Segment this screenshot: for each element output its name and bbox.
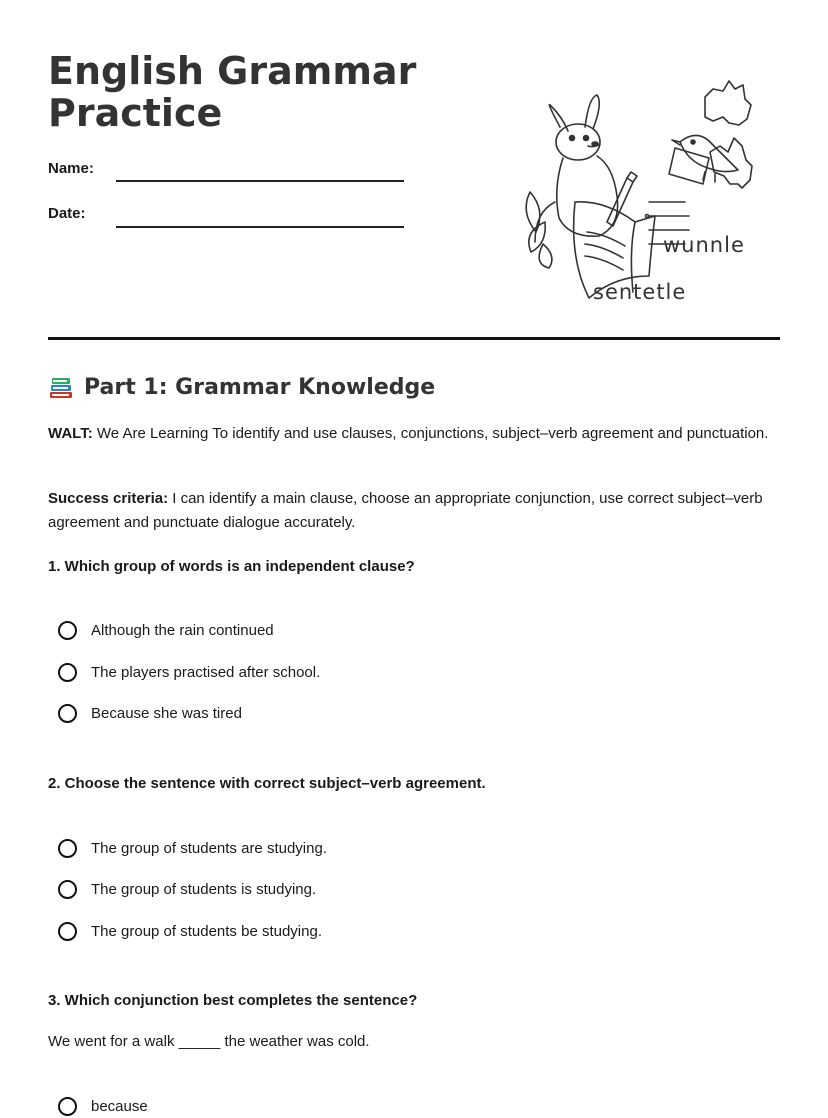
kangaroo-bird-illustration xyxy=(515,72,780,312)
q1-option-3[interactable]: Because she was tired xyxy=(58,704,242,723)
success-label: Success criteria: xyxy=(48,490,169,507)
books-icon xyxy=(48,374,74,400)
q1-option-1[interactable]: Although the rain continued xyxy=(58,621,274,640)
kangaroo-icon xyxy=(549,95,599,131)
date-label: Date: xyxy=(48,205,86,222)
part1-heading xyxy=(48,374,435,400)
illustration-word-2: sentetle xyxy=(593,280,687,304)
q3-option-1[interactable]: because xyxy=(58,1097,148,1116)
radio-button[interactable] xyxy=(58,663,77,682)
q2-option-1[interactable]: The group of students are studying. xyxy=(58,839,327,858)
radio-button[interactable] xyxy=(58,704,77,723)
radio-button[interactable] xyxy=(58,922,77,941)
radio-button[interactable] xyxy=(58,1097,77,1116)
australia-map-icon xyxy=(705,81,751,125)
question-1: 1. Which group of words is an independent clause? xyxy=(48,558,415,575)
page-title: English Grammar Practice xyxy=(48,49,417,135)
success-body: I can identify a main clause, choose an appropriate conjunction, use correct subject–verb agreement and punctuate dialogue accurately. xyxy=(48,490,763,531)
walt-text xyxy=(48,422,778,446)
radio-button[interactable] xyxy=(58,621,77,640)
success-criteria xyxy=(48,487,778,535)
q1-option-2[interactable]: The players practised after school. xyxy=(58,663,320,682)
question-3: 3. Which conjunction best completes the sentence? xyxy=(48,992,418,1009)
radio-button[interactable] xyxy=(58,880,77,899)
bird-icon xyxy=(680,135,738,171)
question-3-prompt: We went for a walk _____ the weather was cold. xyxy=(48,1033,370,1050)
q2-option-2[interactable]: The group of students is studying. xyxy=(58,880,316,899)
date-field[interactable] xyxy=(116,226,404,228)
q2-option-3[interactable]: The group of students be studying. xyxy=(58,922,322,941)
question-2: 2. Choose the sentence with correct subject–verb agreement. xyxy=(48,775,486,792)
name-field[interactable] xyxy=(116,180,404,182)
illustration-word-1: wunnle xyxy=(663,233,745,257)
name-label: Name: xyxy=(48,160,94,177)
walt-label: WALT: xyxy=(48,425,93,442)
section-divider xyxy=(48,337,780,340)
walt-body: We Are Learning To identify and use clauses, conjunctions, subject–verb agreement and punctuation. xyxy=(96,425,769,442)
part1-title: Part 1: Grammar Knowledge xyxy=(84,374,436,400)
radio-button[interactable] xyxy=(58,839,77,858)
